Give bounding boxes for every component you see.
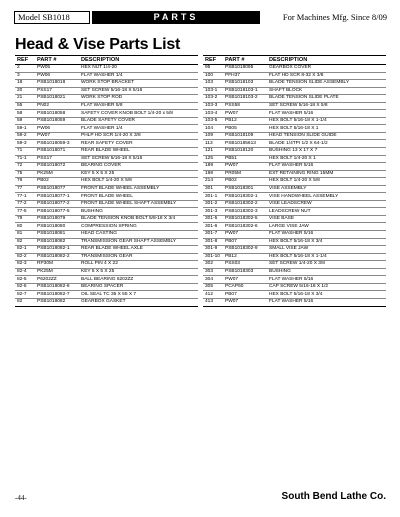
table-row <box>203 193 386 201</box>
table-row <box>203 72 386 80</box>
part-number-cell: PSB1018302-3 <box>223 208 267 216</box>
description-cell: FLAT WASHER 5/16 <box>267 231 386 239</box>
table-row <box>203 95 386 103</box>
table-row <box>15 140 198 148</box>
table-row <box>203 132 386 140</box>
ref-cell: 103 <box>203 80 223 88</box>
description-cell: SET SCREW 5/16-18 X 5/16 <box>79 155 198 163</box>
part-number-cell: PB07 <box>223 238 267 246</box>
ref-cell: 301-9 <box>203 246 223 254</box>
ref-cell: 79 <box>15 215 35 223</box>
part-number-cell: P6202ZZ <box>35 276 79 284</box>
table-row <box>15 102 198 110</box>
description-cell: BLADE TENSION SLIDE PLATE <box>267 95 386 103</box>
table-row <box>15 125 198 133</box>
ref-cell: 301-7 <box>203 231 223 239</box>
column-header-part: PART # <box>223 56 267 65</box>
column-header-description: DESCRIPTION <box>267 56 386 65</box>
description-cell: SHAFT BLOCK <box>267 87 386 95</box>
description-cell: FLAT WASHER 1/4 <box>79 72 198 80</box>
part-number-cell: PCAP50 <box>223 283 267 291</box>
description-cell: EXT RETAINING RING 15MM <box>267 170 386 178</box>
ref-cell: 72 <box>15 163 35 171</box>
part-number-cell: PSB1018018 <box>35 80 79 88</box>
description-cell: ROLL PIN 4 X 22 <box>79 261 198 269</box>
description-cell: BEARING SPACER <box>79 283 198 291</box>
description-cell: VISE LEADSCREW <box>267 200 386 208</box>
part-number-cell: PSS17 <box>35 87 79 95</box>
table-row <box>15 170 198 178</box>
page-number: -44- <box>15 494 27 502</box>
description-cell: FRONT BLADE WHEEL <box>79 193 198 201</box>
ref-cell: 81 <box>15 231 35 239</box>
description-cell: WORK STOP BRACKET <box>79 80 198 88</box>
part-number-cell: PSB1018077-2 <box>35 200 79 208</box>
section-banner: PARTS <box>92 11 260 24</box>
table-row <box>15 291 198 299</box>
table-row <box>15 110 198 118</box>
description-cell: KEY 5 X 5 X 25 <box>79 170 198 178</box>
ref-cell: 103-3 <box>203 102 223 110</box>
part-number-cell: PW07 <box>223 163 267 171</box>
ref-cell: 77-2 <box>15 200 35 208</box>
description-cell: PHLP HD SCR 1/4-20 X 3/8 <box>79 132 198 140</box>
ref-cell: 301-8 <box>203 238 223 246</box>
description-cell: FLAT WASHER 5/16 <box>267 163 386 171</box>
part-number-cell: PSB10185613 <box>223 140 267 148</box>
description-cell: BUSHING <box>267 268 386 276</box>
part-number-cell: PK25M <box>35 268 79 276</box>
part-number-cell: PSB1018077-5 <box>35 208 79 216</box>
ref-cell: 82 <box>15 238 35 246</box>
table-row <box>15 215 198 223</box>
description-cell: FLAT WASHER 1/4 <box>79 125 198 133</box>
table-header-row <box>15 56 198 65</box>
part-number-cell: PW07 <box>223 298 267 306</box>
description-cell: BLADE TENSION KNOB BOLT 5/8-18 X 3/4 <box>79 215 198 223</box>
part-number-cell: PSB1018059-3 <box>35 140 79 148</box>
part-number-cell: PW07 <box>223 276 267 284</box>
description-cell: TRANSMISSION GEAR SHAFT ASSEMBLY <box>79 238 198 246</box>
table-row <box>15 298 198 306</box>
part-number-cell: PSB1018077-1 <box>35 193 79 201</box>
description-cell: BUSHING <box>79 208 198 216</box>
description-cell: HEX BOLT 5/16-18 X 1 <box>267 125 386 133</box>
part-number-cell: PSB1018302-5 <box>223 215 267 223</box>
part-number-cell: PSB1018059 <box>35 117 79 125</box>
table-row <box>203 178 386 186</box>
part-number-cell: PSB1018082-1 <box>35 246 79 254</box>
ref-cell: 82-4 <box>15 268 35 276</box>
part-number-cell: PSB1018103-2 <box>223 95 267 103</box>
description-cell: HEX BOLT 5/16-18 X 3/4 <box>267 238 386 246</box>
ref-cell: 109 <box>203 132 223 140</box>
table-row <box>203 268 386 276</box>
description-cell: SET SCREW 1/4-20 X 3/8 <box>267 261 386 269</box>
ref-cell: 301-1 <box>203 193 223 201</box>
table-row <box>203 148 386 156</box>
table-row <box>203 185 386 193</box>
description-cell: HEAD CASTING <box>79 231 198 239</box>
description-cell: REAR BLADE WHEEL AXLE <box>79 246 198 254</box>
part-number-cell: PSB1018103 <box>223 80 267 88</box>
part-number-cell: PSB1018103-1 <box>223 87 267 95</box>
table-row <box>203 80 386 88</box>
description-cell: SAFETY COVER KNOB BOLT 1/4-20 x 5/8 <box>79 110 198 118</box>
manufacture-date-label: For Machines Mfg. Since 8/09 <box>282 12 387 22</box>
ref-cell: 18 <box>15 80 35 88</box>
model-label: Model SB1018 <box>14 11 90 24</box>
description-cell: FLAT WASHER 5/16 <box>267 298 386 306</box>
ref-cell: 104 <box>203 125 223 133</box>
part-number-cell: PB51 <box>223 155 267 163</box>
ref-cell: 305 <box>203 283 223 291</box>
part-number-cell: PW07 <box>223 231 267 239</box>
ref-cell: 100 <box>203 72 223 80</box>
description-cell: TRANSMISSION GEAR <box>79 253 198 261</box>
table-row <box>203 170 386 178</box>
description-cell: BLADE SAFETY COVER <box>79 117 198 125</box>
column-header-part: PART # <box>35 56 79 65</box>
description-cell: KEY 5 X 5 X 25 <box>79 268 198 276</box>
ref-cell: 59-2 <box>15 132 35 140</box>
table-row <box>15 238 198 246</box>
description-cell: FLAT WASHER 5/16 <box>267 276 386 284</box>
table-row <box>15 80 198 88</box>
table-row <box>203 140 386 148</box>
table-row <box>203 155 386 163</box>
ref-cell: 59-1 <box>15 125 35 133</box>
brand-logo: South Bend Lathe Co. <box>281 491 386 502</box>
ref-cell: 413 <box>203 298 223 306</box>
parts-table-right <box>203 55 386 307</box>
description-cell: LEADSCREW NUT <box>267 208 386 216</box>
table-row <box>203 276 386 284</box>
description-cell: WORK STOP ROD <box>79 95 198 103</box>
table-row <box>203 117 386 125</box>
column-header-description: DESCRIPTION <box>79 56 198 65</box>
description-cell: FLAT WASHER 5/8 <box>79 102 198 110</box>
description-cell: BEARING COVER <box>79 163 198 171</box>
table-row <box>203 231 386 239</box>
part-number-cell: PB07 <box>223 291 267 299</box>
ref-cell: 103-2 <box>203 95 223 103</box>
table-row <box>203 208 386 216</box>
table-row <box>203 291 386 299</box>
part-number-cell: PB05 <box>223 125 267 133</box>
part-number-cell: PSB1018301 <box>223 185 267 193</box>
description-cell: FRONT BLADE WHEEL ASSEMBLY <box>79 185 198 193</box>
part-number-cell: PSB1018021 <box>35 95 79 103</box>
table-row <box>203 110 386 118</box>
description-cell: FLAT WASHER 5/16 <box>267 110 386 118</box>
table-row <box>15 185 198 193</box>
table-row <box>203 298 386 306</box>
table-row <box>203 283 386 291</box>
description-cell: COMPRESSION SPRING <box>79 223 198 231</box>
description-cell: HEX BOLT 5/16-18 X 3/4 <box>267 291 386 299</box>
ref-cell: 2 <box>15 65 35 73</box>
table-row <box>15 117 198 125</box>
ref-cell: 80 <box>15 223 35 231</box>
table-row <box>15 208 198 216</box>
table-row <box>15 163 198 171</box>
part-number-cell: PB02 <box>223 178 267 186</box>
column-header-ref: REF <box>15 56 35 65</box>
ref-cell: 20 <box>15 87 35 95</box>
part-number-cell: PR05M <box>223 170 267 178</box>
part-number-cell: PSB1018120 <box>223 148 267 156</box>
ref-cell: 113 <box>203 140 223 148</box>
ref-cell: 95 <box>203 65 223 73</box>
ref-cell: 71 <box>15 148 35 156</box>
table-row <box>15 268 198 276</box>
ref-cell: 77-1 <box>15 193 35 201</box>
ref-cell: 125 <box>203 155 223 163</box>
part-number-cell: PB02 <box>35 178 79 186</box>
part-number-cell: PSB1018082 <box>35 298 79 306</box>
table-row <box>15 276 198 284</box>
part-number-cell: PSS03 <box>223 261 267 269</box>
ref-cell: 303 <box>203 268 223 276</box>
table-row <box>203 246 386 254</box>
part-number-cell: PSB1018082-7 <box>35 291 79 299</box>
ref-cell: 103-1 <box>203 87 223 95</box>
ref-cell: 77-5 <box>15 208 35 216</box>
description-cell: GEARBOX COVER <box>267 65 386 73</box>
table-row <box>203 200 386 208</box>
table-row <box>203 163 386 171</box>
description-cell: FLAT HD SCR 8-32 X 3/8 <box>267 72 386 80</box>
ref-cell: 301-3 <box>203 208 223 216</box>
table-row <box>203 215 386 223</box>
ref-cell: 82-3 <box>15 261 35 269</box>
description-cell: VISE BASE <box>267 215 386 223</box>
part-number-cell: PW07 <box>35 132 79 140</box>
description-cell: REAR SAFETY COVER <box>79 140 198 148</box>
part-number-cell: PB12 <box>223 117 267 125</box>
table-row <box>203 253 386 261</box>
table-row <box>203 102 386 110</box>
ref-cell: 82-1 <box>15 246 35 254</box>
ref-cell: 55 <box>15 102 35 110</box>
table-row <box>15 193 198 201</box>
table-row <box>15 231 198 239</box>
part-number-cell: PSB1018077 <box>35 185 79 193</box>
ref-cell: 301-10 <box>203 253 223 261</box>
description-cell: FRONT BLADE WHEEL SHAFT ASSEMBLY <box>79 200 198 208</box>
table-row <box>15 200 198 208</box>
ref-cell: 214 <box>203 178 223 186</box>
description-cell: HEX BOLT 1/4-20 X 5/8 <box>79 178 198 186</box>
part-number-cell: PSB1018302-9 <box>223 246 267 254</box>
description-cell: SMALL VISE JAW <box>267 246 386 254</box>
ref-cell: 82-5 <box>15 276 35 284</box>
ref-cell: 189 <box>203 163 223 171</box>
ref-cell: 3 <box>15 72 35 80</box>
page-title: Head & Vise Parts List <box>15 36 181 53</box>
table-row <box>15 246 198 254</box>
ref-cell: 304 <box>203 276 223 284</box>
part-number-cell: PW06 <box>35 72 79 80</box>
description-cell: REAR BLADE WHEEL <box>79 148 198 156</box>
description-cell: HEX BOLT 1/4-20 X 1 <box>267 155 386 163</box>
part-number-cell: PSB1018109 <box>223 132 267 140</box>
table-row <box>15 72 198 80</box>
part-number-cell: PSB1018302-1 <box>223 193 267 201</box>
ref-cell: 412 <box>203 291 223 299</box>
part-number-cell: PSB1018071 <box>35 148 79 156</box>
part-number-cell: PSS17 <box>35 155 79 163</box>
ref-cell: 82-7 <box>15 291 35 299</box>
description-cell: CAP SCREW 5/16-18 X 1/2 <box>267 283 386 291</box>
table-row <box>15 87 198 95</box>
part-number-cell: PSB1018302-6 <box>223 223 267 231</box>
table-header-row <box>203 56 386 65</box>
part-number-cell: PW06 <box>35 125 79 133</box>
description-cell: HEX NUT 1/4-20 <box>79 65 198 73</box>
table-row <box>203 261 386 269</box>
table-row <box>15 178 198 186</box>
table-row <box>15 223 198 231</box>
part-number-cell: PSS58 <box>223 102 267 110</box>
description-cell: HEX BOLT 5/16-18 X 1-1/4 <box>267 253 386 261</box>
description-cell: VISE HANDWHEEL ASSEMBLY <box>267 193 386 201</box>
description-cell: LARGE VISE JAW <box>267 223 386 231</box>
table-row <box>15 283 198 291</box>
part-number-cell: PSB1018303 <box>223 268 267 276</box>
table-row <box>15 65 198 73</box>
description-cell: SET SCREW 5/16-18 X 5/8 <box>267 102 386 110</box>
table-row <box>15 253 198 261</box>
part-number-cell: PB12 <box>223 253 267 261</box>
description-cell: GEARBOX GASKET <box>79 298 198 306</box>
part-number-cell: RP30M <box>35 261 79 269</box>
part-number-cell: PSB1018082-6 <box>35 283 79 291</box>
ref-cell: 58 <box>15 110 35 118</box>
part-number-cell: PW05 <box>35 65 79 73</box>
description-cell: BUSHING 13 X 17 X 7 <box>267 148 386 156</box>
part-number-cell: PSB1018081 <box>35 231 79 239</box>
description-cell: HEX BOLT 5/16-18 X 1-1/4 <box>267 117 386 125</box>
ref-cell: 59-3 <box>15 140 35 148</box>
part-number-cell: PSB1018072 <box>35 163 79 171</box>
part-number-cell: PSB1018079 <box>35 215 79 223</box>
table-row <box>15 148 198 156</box>
description-cell: BLADE TENSION SLIDE ASSEMBLY <box>267 80 386 88</box>
ref-cell: 121 <box>203 148 223 156</box>
description-cell: OIL SEAL TC 35 X 55 X 7 <box>79 291 198 299</box>
ref-cell: 21 <box>15 95 35 103</box>
parts-table-left <box>15 55 198 307</box>
ref-cell: 71-1 <box>15 155 35 163</box>
ref-cell: 76 <box>15 178 35 186</box>
page-header <box>14 11 387 24</box>
part-number-cell: PSB1018082 <box>35 238 79 246</box>
description-cell: BLADE 1/4TPI 1/2 X 64-1/2 <box>267 140 386 148</box>
ref-cell: 301-2 <box>203 200 223 208</box>
ref-cell: 75 <box>15 170 35 178</box>
ref-cell: 77 <box>15 185 35 193</box>
table-row <box>203 238 386 246</box>
description-cell: HEAD TENSION SLIDE GUIDE <box>267 132 386 140</box>
table-row <box>203 65 386 73</box>
ref-cell: 82-2 <box>15 253 35 261</box>
table-row <box>203 223 386 231</box>
column-header-ref: REF <box>203 56 223 65</box>
ref-cell: 103-5 <box>203 117 223 125</box>
part-number-cell: PSB1018095 <box>223 65 267 73</box>
part-number-cell: PK25M <box>35 170 79 178</box>
part-number-cell: PFH37 <box>223 72 267 80</box>
ref-cell: 301-5 <box>203 215 223 223</box>
ref-cell: 103-4 <box>203 110 223 118</box>
table-row <box>15 261 198 269</box>
description-cell: BALL BEARING 6202ZZ <box>79 276 198 284</box>
description-cell: VISE ASSEMBLY <box>267 185 386 193</box>
ref-cell: 198 <box>203 170 223 178</box>
part-number-cell: PN02 <box>35 102 79 110</box>
ref-cell: 301 <box>203 185 223 193</box>
ref-cell: 59 <box>15 117 35 125</box>
ref-cell: 82 <box>15 298 35 306</box>
table-row <box>203 87 386 95</box>
ref-cell: 82-6 <box>15 283 35 291</box>
part-number-cell: PSB1018058 <box>35 110 79 118</box>
description-cell: SET SCREW 5/16-18 X 5/16 <box>79 87 198 95</box>
description-cell: HEX BOLT 1/4-20 X 5/8 <box>267 178 386 186</box>
part-number-cell: PSB1018302-2 <box>223 200 267 208</box>
table-row <box>15 132 198 140</box>
table-row <box>203 125 386 133</box>
ref-cell: 301-6 <box>203 223 223 231</box>
ref-cell: 302 <box>203 261 223 269</box>
table-row <box>15 95 198 103</box>
table-row <box>15 155 198 163</box>
part-number-cell: PSB1018082-2 <box>35 253 79 261</box>
part-number-cell: PW07 <box>223 110 267 118</box>
part-number-cell: PSB1018080 <box>35 223 79 231</box>
